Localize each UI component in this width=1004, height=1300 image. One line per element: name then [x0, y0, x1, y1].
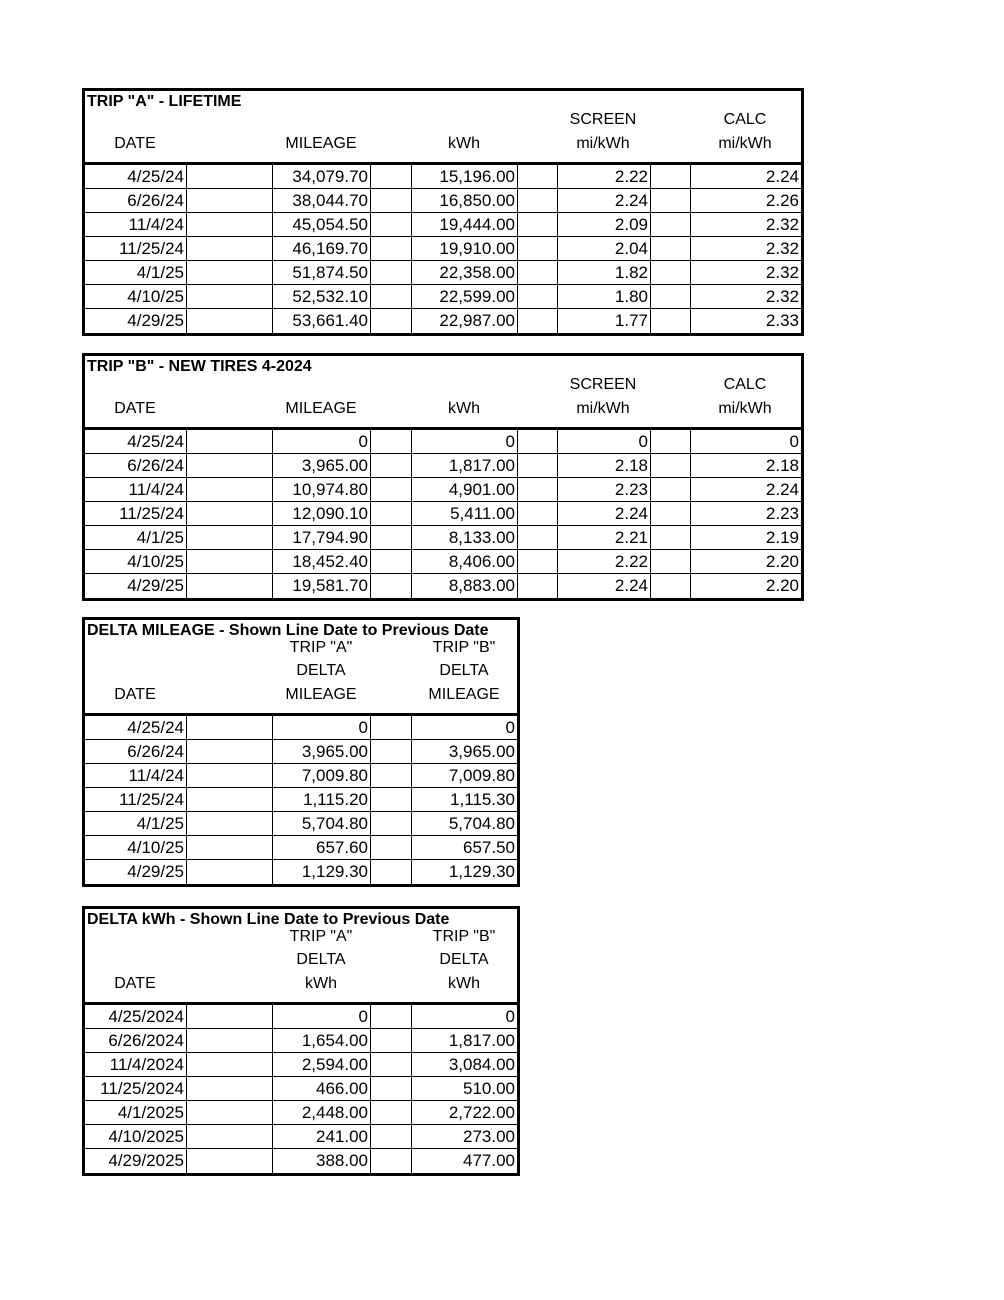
table-row: [85, 454, 801, 478]
cell-border: [370, 860, 371, 884]
date-cell: 11/25/24: [119, 790, 184, 809]
value-cell: 8,406.00: [448, 552, 515, 571]
table-row: [85, 478, 801, 502]
table-row: [85, 740, 517, 764]
date-cell: 4/25/24: [127, 718, 184, 737]
column-header-line: DATE: [114, 685, 156, 703]
column-header-line: TRIP "A": [289, 638, 353, 656]
value-cell: 5,704.80: [301, 814, 368, 833]
value-cell: 0: [505, 718, 515, 737]
table-row: [85, 1005, 517, 1029]
value-cell: 2,594.00: [301, 1055, 368, 1074]
table-row: [85, 550, 801, 574]
cell-border: [186, 478, 187, 501]
date-cell: 4/29/25: [127, 311, 184, 330]
table-header: [85, 356, 801, 430]
date-cell: 4/10/25: [127, 287, 184, 306]
cell-border: [517, 309, 518, 333]
table-row: [85, 526, 801, 550]
date-cell: 4/25/2024: [108, 1007, 184, 1026]
value-cell: 388.00: [316, 1151, 368, 1170]
value-cell: 2.21: [614, 528, 648, 547]
date-cell: 4/25/24: [127, 167, 184, 186]
table-header: [85, 909, 517, 1005]
cell-border: [370, 430, 371, 453]
value-cell: 466.00: [316, 1079, 368, 1098]
value-cell: 1,817.00: [448, 456, 515, 475]
value-cell: 15,196.00: [439, 167, 515, 186]
cell-border: [370, 1149, 371, 1173]
cell-border: [517, 526, 518, 549]
cell-border: [650, 213, 651, 236]
value-cell: 12,090.10: [292, 504, 368, 523]
value-cell: 51,874.50: [292, 263, 368, 282]
value-cell: 1,817.00: [448, 1031, 515, 1050]
table-body: [85, 165, 801, 333]
date-cell: 6/26/24: [127, 456, 184, 475]
table-row: [85, 165, 801, 189]
value-cell: 18,452.40: [292, 552, 368, 571]
table-row: [85, 836, 517, 860]
date-cell: 11/4/2024: [109, 1055, 184, 1074]
value-cell: 2.22: [614, 167, 648, 186]
table-row: [85, 1125, 517, 1149]
value-cell: 2.24: [614, 191, 648, 210]
table-row: [85, 860, 517, 884]
cell-border: [370, 1005, 371, 1028]
table-row: [85, 1077, 517, 1101]
cell-border: [370, 836, 371, 859]
cell-border: [517, 189, 518, 212]
date-cell: 11/25/24: [119, 504, 184, 523]
cell-border: [517, 165, 518, 188]
date-cell: 4/10/2025: [108, 1127, 184, 1146]
cell-border: [186, 189, 187, 212]
cell-border: [370, 478, 371, 501]
column-header-line: DELTA: [296, 662, 346, 679]
cell-border: [650, 430, 651, 453]
value-cell: 52,532.10: [292, 287, 368, 306]
cell-border: [517, 261, 518, 284]
cell-border: [370, 1053, 371, 1076]
column-header-line: mi/kWh: [718, 134, 772, 152]
date-cell: 4/25/24: [127, 432, 184, 451]
date-cell: 4/29/2025: [108, 1151, 184, 1170]
value-cell: 22,599.00: [439, 287, 515, 306]
column-header-line: kWh: [448, 134, 480, 152]
date-cell: 11/4/24: [128, 480, 184, 499]
value-cell: 1.77: [614, 311, 648, 330]
column-header-line: mi/kWh: [576, 399, 630, 417]
value-cell: 1.82: [614, 263, 648, 282]
cell-border: [370, 502, 371, 525]
cell-border: [186, 812, 187, 835]
cell-border: [517, 478, 518, 501]
cell-border: [370, 1029, 371, 1052]
value-cell: 477.00: [463, 1151, 515, 1170]
value-cell: 2.33: [765, 311, 799, 330]
cell-border: [370, 788, 371, 811]
value-cell: 2.24: [614, 576, 648, 595]
cell-border: [370, 309, 371, 333]
trip-b-new-tires-table: [82, 353, 804, 601]
value-cell: 5,704.80: [448, 814, 515, 833]
value-cell: 2.32: [765, 215, 799, 234]
cell-border: [186, 1077, 187, 1100]
column-header-line: mi/kWh: [718, 399, 772, 417]
cell-border: [650, 502, 651, 525]
column-header-line: DELTA: [296, 951, 346, 968]
delta-kwh-table: [82, 906, 520, 1176]
cell-border: [186, 213, 187, 236]
cell-border: [517, 502, 518, 525]
value-cell: 19,581.70: [292, 576, 368, 595]
value-cell: 1,115.30: [450, 790, 515, 809]
cell-border: [370, 1101, 371, 1124]
table-row: [85, 1149, 517, 1173]
cell-border: [650, 550, 651, 573]
date-cell: 6/26/24: [127, 191, 184, 210]
table-row: [85, 1053, 517, 1077]
column-header-line: MILEAGE: [285, 685, 357, 703]
delta-mileage-table: [82, 617, 520, 887]
column-header-line: SCREEN: [569, 376, 637, 393]
cell-border: [186, 1053, 187, 1076]
column-header-line: CALC: [723, 376, 767, 393]
cell-border: [370, 213, 371, 236]
date-cell: 4/1/25: [136, 263, 184, 282]
value-cell: 8,133.00: [448, 528, 515, 547]
value-cell: 2.20: [765, 552, 799, 571]
value-cell: 2.09: [614, 215, 648, 234]
cell-border: [370, 1077, 371, 1100]
cell-border: [650, 526, 651, 549]
cell-border: [517, 574, 518, 598]
cell-border: [370, 550, 371, 573]
value-cell: 2.32: [765, 239, 799, 258]
cell-border: [370, 526, 371, 549]
value-cell: 1,115.20: [303, 790, 368, 809]
column-header-line: SCREEN: [569, 111, 637, 128]
cell-border: [186, 1101, 187, 1124]
value-cell: 0: [358, 718, 368, 737]
value-cell: 2.18: [614, 456, 648, 475]
value-cell: 0: [789, 432, 799, 451]
value-cell: 2,448.00: [301, 1103, 368, 1122]
value-cell: 7,009.80: [448, 766, 515, 785]
cell-border: [517, 550, 518, 573]
cell-border: [370, 812, 371, 835]
cell-border: [186, 716, 187, 739]
table-row: [85, 285, 801, 309]
column-header-line: mi/kWh: [576, 134, 630, 152]
table-row: [85, 788, 517, 812]
cell-border: [186, 860, 187, 884]
column-header-line: CALC: [723, 111, 767, 128]
value-cell: 0: [638, 432, 648, 451]
column-header-line: MILEAGE: [285, 399, 357, 417]
cell-border: [650, 237, 651, 260]
value-cell: 19,444.00: [439, 215, 515, 234]
date-cell: 11/25/2024: [100, 1079, 184, 1098]
value-cell: 0: [505, 1007, 515, 1026]
cell-border: [186, 309, 187, 333]
cell-border: [517, 454, 518, 477]
value-cell: 2.26: [765, 191, 799, 210]
value-cell: 22,987.00: [439, 311, 515, 330]
value-cell: 17,794.90: [292, 528, 368, 547]
trip-a-lifetime-table: [82, 88, 804, 336]
column-header-line: kWh: [305, 974, 337, 992]
cell-border: [650, 261, 651, 284]
cell-border: [370, 454, 371, 477]
value-cell: 2.18: [765, 456, 799, 475]
table-row: [85, 812, 517, 836]
value-cell: 657.50: [463, 838, 515, 857]
value-cell: 8,883.00: [448, 576, 515, 595]
value-cell: 45,054.50: [292, 215, 368, 234]
value-cell: 2.24: [765, 167, 799, 186]
value-cell: 1,129.30: [301, 862, 368, 881]
value-cell: 2.24: [765, 480, 799, 499]
date-cell: 6/26/2024: [108, 1031, 184, 1050]
value-cell: 5,411.00: [450, 504, 515, 523]
table-row: [85, 430, 801, 454]
column-header-line: DATE: [114, 399, 156, 417]
value-cell: 273.00: [463, 1127, 515, 1146]
column-header-line: DELTA: [439, 662, 489, 679]
table-row: [85, 574, 801, 598]
date-cell: 4/29/25: [127, 576, 184, 595]
column-header-line: kWh: [448, 974, 480, 992]
column-header-line: MILEAGE: [428, 685, 500, 703]
cell-border: [186, 1005, 187, 1028]
cell-border: [186, 285, 187, 308]
column-header-line: MILEAGE: [285, 134, 357, 152]
cell-border: [370, 574, 371, 598]
value-cell: 0: [358, 432, 368, 451]
value-cell: 19,910.00: [439, 239, 515, 258]
cell-border: [650, 285, 651, 308]
cell-border: [370, 189, 371, 212]
value-cell: 1,654.00: [301, 1031, 368, 1050]
table-body: [85, 430, 801, 598]
table-row: [85, 502, 801, 526]
date-cell: 11/25/24: [119, 239, 184, 258]
date-cell: 4/1/25: [136, 814, 184, 833]
table-row: [85, 1029, 517, 1053]
cell-border: [517, 213, 518, 236]
table-row: [85, 309, 801, 333]
cell-border: [370, 237, 371, 260]
cell-border: [186, 1149, 187, 1173]
column-header-line: TRIP "B": [432, 927, 496, 945]
date-cell: 4/1/25: [136, 528, 184, 547]
cell-border: [370, 285, 371, 308]
cell-border: [186, 550, 187, 573]
cell-border: [186, 1029, 187, 1052]
column-header-line: DELTA: [439, 951, 489, 968]
cell-border: [186, 1125, 187, 1148]
value-cell: 7,009.80: [301, 766, 368, 785]
cell-border: [186, 526, 187, 549]
value-cell: 2,722.00: [448, 1103, 515, 1122]
cell-border: [186, 430, 187, 453]
cell-border: [650, 478, 651, 501]
table-row: [85, 1101, 517, 1125]
cell-border: [186, 764, 187, 787]
value-cell: 53,661.40: [292, 311, 368, 330]
column-header-line: TRIP "A": [289, 927, 353, 945]
date-cell: 4/10/25: [127, 838, 184, 857]
table-header: [85, 620, 517, 716]
column-header-line: DATE: [114, 974, 156, 992]
table-body: [85, 716, 517, 884]
cell-border: [650, 189, 651, 212]
value-cell: 2.22: [614, 552, 648, 571]
table-row: [85, 237, 801, 261]
table-row: [85, 716, 517, 740]
cell-border: [517, 285, 518, 308]
value-cell: 0: [358, 1007, 368, 1026]
cell-border: [370, 165, 371, 188]
cell-border: [186, 237, 187, 260]
cell-border: [186, 788, 187, 811]
table-row: [85, 189, 801, 213]
value-cell: 1.80: [614, 287, 648, 306]
value-cell: 10,974.80: [292, 480, 368, 499]
date-cell: 11/4/24: [128, 215, 184, 234]
date-cell: 4/29/25: [127, 862, 184, 881]
cell-border: [186, 836, 187, 859]
value-cell: 34,079.70: [292, 167, 368, 186]
table-title: DELTA kWh - Shown Line Date to Previous Date: [87, 911, 450, 928]
cell-border: [186, 740, 187, 763]
value-cell: 38,044.70: [292, 191, 368, 210]
value-cell: 2.24: [614, 504, 648, 523]
table-body: [85, 1005, 517, 1173]
value-cell: 46,169.70: [292, 239, 368, 258]
cell-border: [186, 261, 187, 284]
table-title: DELTA MILEAGE - Shown Line Date to Previous Date: [87, 622, 489, 639]
value-cell: 3,084.00: [448, 1055, 515, 1074]
value-cell: 3,965.00: [301, 456, 368, 475]
cell-border: [370, 1125, 371, 1148]
column-header-line: kWh: [448, 399, 480, 417]
table-header: [85, 91, 801, 165]
table-row: [85, 213, 801, 237]
value-cell: 4,901.00: [448, 480, 515, 499]
cell-border: [370, 740, 371, 763]
date-cell: 11/4/24: [128, 766, 184, 785]
date-cell: 4/10/25: [127, 552, 184, 571]
value-cell: 16,850.00: [439, 191, 515, 210]
value-cell: 1,129.30: [448, 862, 515, 881]
value-cell: 2.04: [614, 239, 648, 258]
cell-border: [517, 237, 518, 260]
value-cell: 2.23: [765, 504, 799, 523]
value-cell: 2.32: [765, 263, 799, 282]
cell-border: [370, 764, 371, 787]
table-row: [85, 261, 801, 285]
value-cell: 2.32: [765, 287, 799, 306]
cell-border: [186, 574, 187, 598]
cell-border: [650, 454, 651, 477]
cell-border: [650, 165, 651, 188]
column-header-line: TRIP "B": [432, 638, 496, 656]
value-cell: 3,965.00: [448, 742, 515, 761]
value-cell: 2.23: [614, 480, 648, 499]
cell-border: [517, 430, 518, 453]
value-cell: 2.19: [765, 528, 799, 547]
value-cell: 510.00: [463, 1079, 515, 1098]
cell-border: [186, 502, 187, 525]
cell-border: [650, 574, 651, 598]
cell-border: [370, 716, 371, 739]
cell-border: [186, 454, 187, 477]
column-header-line: DATE: [114, 134, 156, 152]
value-cell: 0: [505, 432, 515, 451]
table-title: TRIP "A" - LIFETIME: [87, 93, 242, 110]
date-cell: 4/1/2025: [117, 1103, 184, 1122]
value-cell: 241.00: [316, 1127, 368, 1146]
value-cell: 22,358.00: [439, 263, 515, 282]
value-cell: 657.60: [316, 838, 368, 857]
table-title: TRIP "B" - NEW TIRES 4-2024: [87, 358, 312, 375]
value-cell: 2.20: [765, 576, 799, 595]
value-cell: 3,965.00: [301, 742, 368, 761]
cell-border: [186, 165, 187, 188]
table-row: [85, 764, 517, 788]
cell-border: [370, 261, 371, 284]
cell-border: [650, 309, 651, 333]
date-cell: 6/26/24: [127, 742, 184, 761]
